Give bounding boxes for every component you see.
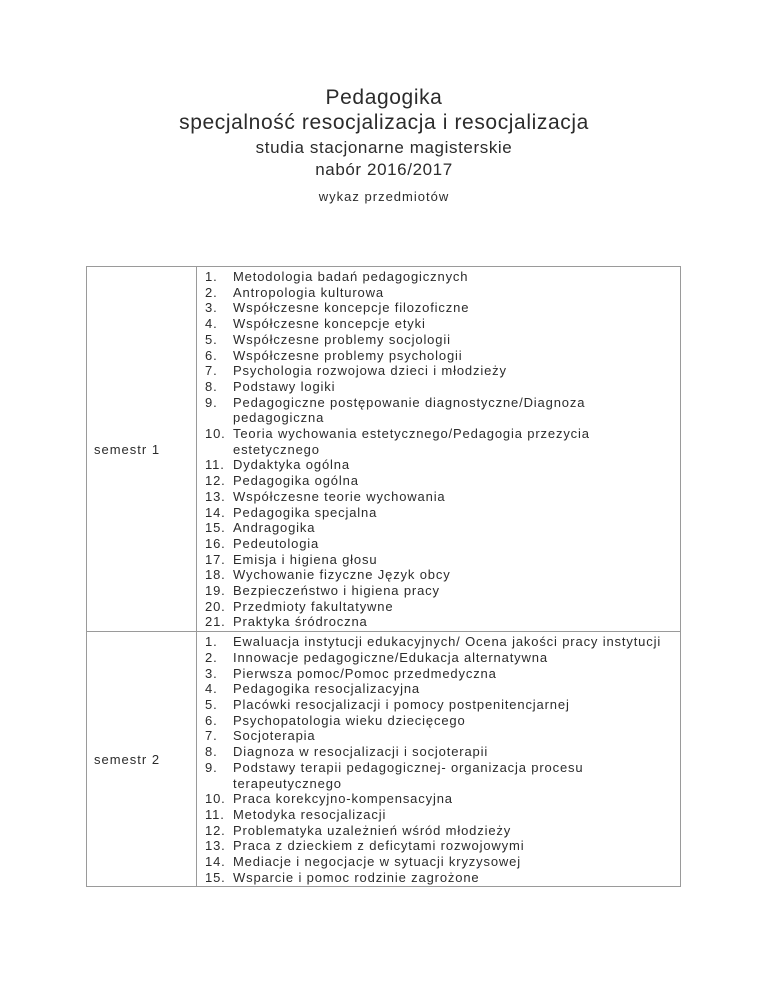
subject-item bbox=[197, 269, 680, 285]
subject-name: Teoria wychowania estetycznego/Pedagogia przezycia estetycznego bbox=[233, 426, 590, 457]
subject-item bbox=[197, 285, 680, 301]
subject-name: Wsparcie i pomoc rodzinie zagrożone bbox=[233, 869, 480, 885]
subject-item bbox=[197, 567, 680, 583]
subject-number: 6. bbox=[205, 712, 218, 728]
subject-item bbox=[197, 473, 680, 489]
subject-item bbox=[197, 697, 680, 713]
subject-item bbox=[197, 457, 680, 473]
subject-number: 4. bbox=[205, 681, 218, 697]
subject-item bbox=[197, 681, 680, 697]
subject-number: 12. bbox=[205, 822, 226, 838]
subject-item bbox=[197, 823, 680, 839]
subject-item bbox=[197, 426, 680, 457]
subject-number: 21. bbox=[205, 614, 226, 630]
subject-name: Ewaluacja instytucji edukacyjnych/ Ocena jakości pracy instytucji bbox=[233, 634, 662, 650]
subject-number: 16. bbox=[205, 535, 226, 551]
subject-item bbox=[197, 854, 680, 870]
subject-name: Placówki resocjalizacji i pomocy postpenitencjarnej bbox=[233, 696, 570, 712]
subject-item bbox=[197, 666, 680, 682]
subject-number: 5. bbox=[205, 331, 218, 347]
subject-number: 5. bbox=[205, 696, 218, 712]
subject-item bbox=[197, 332, 680, 348]
specialty-title: specjalność resocjalizacja i resocjalizacja bbox=[179, 111, 589, 134]
subject-item bbox=[197, 614, 680, 630]
subject-name: Innowacje pedagogiczne/Edukacja alternatywna bbox=[233, 649, 548, 665]
subject-name: Pedagogika ogólna bbox=[233, 473, 359, 489]
subject-number: 11. bbox=[205, 457, 225, 473]
subject-number: 15. bbox=[205, 869, 226, 885]
subject-name: Dydaktyka ogólna bbox=[233, 457, 350, 473]
subject-number: 18. bbox=[205, 567, 226, 583]
subject-name: Współczesne koncepcje filozoficzne bbox=[233, 300, 470, 316]
subject-name: Współczesne koncepcje etyki bbox=[233, 316, 426, 332]
subject-number: 9. bbox=[205, 394, 218, 410]
subject-name: Diagnoza w resocjalizacji i socjoterapii bbox=[233, 744, 489, 760]
subject-item bbox=[197, 489, 680, 505]
subject-item bbox=[197, 650, 680, 666]
subject-name: Praca korekcyjno-kompensacyjna bbox=[233, 791, 453, 807]
subject-item bbox=[197, 744, 680, 760]
subject-name: Psychopatologia wieku dziecięcego bbox=[233, 712, 466, 728]
subject-item bbox=[197, 536, 680, 552]
subject-number: 8. bbox=[205, 744, 218, 760]
subject-name: Pedagogiczne postępowanie diagnostyczne/Diagnoza pedagogiczna bbox=[233, 394, 586, 426]
study-mode: studia stacjonarne magisterskie bbox=[255, 138, 513, 157]
subject-item bbox=[197, 599, 680, 615]
subject-item bbox=[197, 870, 680, 886]
subject-number: 7. bbox=[205, 728, 218, 744]
subject-name: Praca z dzieckiem z deficytami rozwojowymi bbox=[233, 838, 525, 854]
subject-item bbox=[197, 838, 680, 854]
subject-list bbox=[197, 632, 680, 886]
subject-number: 9. bbox=[205, 759, 218, 775]
subject-item bbox=[197, 634, 680, 650]
subjects-table bbox=[86, 266, 681, 887]
subject-number: 2. bbox=[205, 284, 218, 300]
subject-item bbox=[197, 807, 680, 823]
subject-number: 14. bbox=[205, 504, 226, 520]
semester-label: semestr 2 bbox=[87, 632, 197, 886]
subject-name: Pedagogika resocjalizacyjna bbox=[233, 681, 420, 697]
subject-name: Problematyka uzależnień wśród młodzieży bbox=[233, 822, 512, 838]
subject-name: Socjoterapia bbox=[233, 728, 316, 744]
subject-name: Współczesne problemy socjologii bbox=[233, 331, 451, 347]
subject-name: Współczesne problemy psychologii bbox=[233, 347, 463, 363]
intake-year: nabór 2016/2017 bbox=[315, 160, 453, 179]
subject-item bbox=[197, 760, 680, 791]
subject-name: Emisja i higiena głosu bbox=[233, 551, 378, 567]
semester-row bbox=[87, 631, 680, 886]
subject-item bbox=[197, 505, 680, 521]
semester-row bbox=[87, 267, 680, 631]
semester-label: semestr 1 bbox=[87, 267, 197, 631]
subject-number: 13. bbox=[205, 488, 226, 504]
subject-number: 3. bbox=[205, 665, 218, 681]
subject-item bbox=[197, 348, 680, 364]
subject-number: 2. bbox=[205, 649, 218, 665]
subject-number: 12. bbox=[205, 473, 226, 489]
list-label: wykaz przedmiotów bbox=[318, 189, 450, 204]
subject-name: Metodyka resocjalizacji bbox=[233, 806, 387, 822]
subject-item bbox=[197, 583, 680, 599]
subject-item bbox=[197, 713, 680, 729]
subject-number: 14. bbox=[205, 854, 226, 870]
subject-number: 7. bbox=[205, 363, 218, 379]
subject-name: Mediacje i negocjacje w sytuacji kryzysowej bbox=[233, 854, 521, 870]
subject-item bbox=[197, 395, 680, 426]
subject-number: 10. bbox=[205, 791, 226, 807]
subject-name: Andragogika bbox=[233, 520, 316, 536]
subject-name: Pedeutologia bbox=[233, 535, 320, 551]
subject-number: 4. bbox=[205, 316, 218, 332]
subject-number: 15. bbox=[205, 520, 226, 536]
subject-number: 1. bbox=[205, 269, 218, 284]
subject-name: Praktyka śródroczna bbox=[233, 614, 368, 630]
subject-item bbox=[197, 300, 680, 316]
subject-number: 17. bbox=[205, 551, 226, 567]
subject-name: Podstawy logiki bbox=[233, 378, 336, 394]
subject-name: Psychologia rozwojowa dzieci i młodzieży bbox=[233, 363, 507, 379]
subject-item bbox=[197, 316, 680, 332]
subject-name: Współczesne teorie wychowania bbox=[233, 488, 446, 504]
subject-item bbox=[197, 363, 680, 379]
subject-number: 19. bbox=[205, 583, 226, 599]
subject-number: 10. bbox=[205, 426, 226, 442]
subject-name: Pierwsza pomoc/Pomoc przedmedyczna bbox=[233, 665, 497, 681]
subject-number: 20. bbox=[205, 598, 226, 614]
subject-number: 11. bbox=[205, 806, 225, 822]
subject-list bbox=[197, 267, 680, 631]
subject-number: 8. bbox=[205, 378, 218, 394]
subject-number: 13. bbox=[205, 838, 226, 854]
subject-name: Metodologia badań pedagogicznych bbox=[233, 269, 469, 284]
subject-name: Antropologia kulturowa bbox=[233, 284, 384, 300]
subject-item bbox=[197, 379, 680, 395]
subject-item bbox=[197, 520, 680, 536]
subject-name: Przedmioty fakultatywne bbox=[233, 598, 394, 614]
subject-item bbox=[197, 791, 680, 807]
document-title: Pedagogika bbox=[325, 86, 443, 109]
subject-name: Wychowanie fizyczne Język obcy bbox=[233, 567, 451, 583]
subject-number: 3. bbox=[205, 300, 218, 316]
subject-number: 6. bbox=[205, 347, 218, 363]
subject-number: 1. bbox=[205, 634, 218, 650]
subject-name: Pedagogika specjalna bbox=[233, 504, 378, 520]
subject-item bbox=[197, 728, 680, 744]
subject-name: Podstawy terapii pedagogicznej- organizacja procesu terapeutycznego bbox=[233, 759, 584, 791]
subject-name: Bezpieczeństwo i higiena pracy bbox=[233, 583, 440, 599]
subject-item bbox=[197, 552, 680, 568]
